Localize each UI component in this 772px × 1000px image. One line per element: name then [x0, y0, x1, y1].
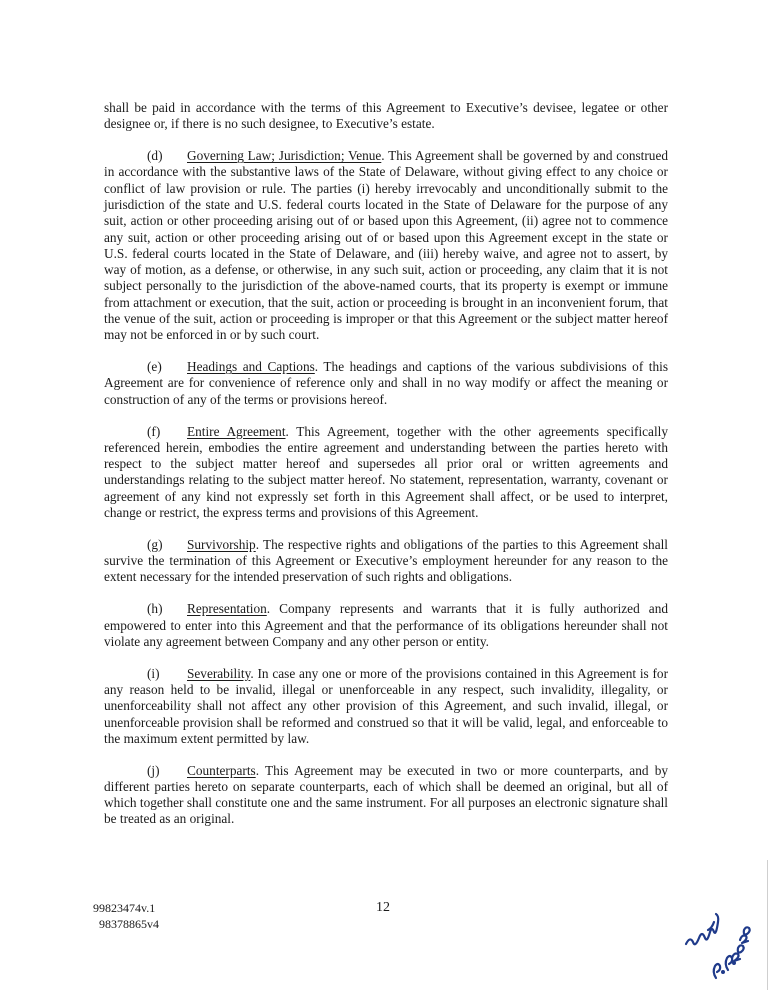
section-counterparts — [104, 763, 668, 828]
section-heading: Representation — [187, 601, 267, 617]
section-heading: Entire Agreement — [187, 423, 286, 439]
section-mark: (f) — [147, 423, 161, 439]
page-edge-divider — [767, 860, 768, 990]
section-governing-law — [104, 148, 668, 344]
section-mark: (h) — [147, 601, 163, 617]
section-text: . This Agreement, together with the other agreements specifically referenced herein, embodies the entire agreement and understanding between the parties hereto with respect to the subject matter hereof and supersedes all prior oral or written agreements and understandings relating to the subject matter hereof. No statement, representation, warranty, covenant or agreement of any kind not expressly set forth in this Agreement shall affect, or be used to interpret, change or restrict, the express terms and provisions of this Agreement. — [104, 423, 668, 521]
section-survivorship — [104, 537, 668, 586]
section-mark: (j) — [147, 762, 160, 778]
page-number: 12 — [376, 900, 390, 915]
section-text: . Company represents and warrants that it is fully authorized and empowered to enter into this Agreement and that the performance of its obligations hereunder shall not violate any agreement between Company and any other person or entity. — [104, 601, 668, 649]
document-ids — [93, 900, 159, 932]
doc-id-secondary: 98378865v4 — [99, 917, 159, 931]
section-text: . This Agreement may be executed in two or more counterparts, and by different parties hereto on separate counterparts, each of which shall be deemed an original, but all of which together shall constitute one and the same instrument. For all purposes an electronic signature shall be treated as an original. — [104, 762, 668, 827]
doc-id-primary: 99823474v.1 — [93, 901, 156, 915]
section-headings-captions — [104, 359, 668, 408]
section-text: . The headings and captions of the various subdivisions of this Agreement are for convenience of reference only and shall in no way modify or affect the meaning or construction of any of the terms or provisions hereof. — [104, 359, 668, 407]
section-heading: Headings and Captions — [187, 359, 315, 375]
section-mark: (e) — [147, 359, 162, 375]
opening-paragraph: shall be paid in accordance with the terms of this Agreement to Executive’s devisee, legatee or other designee or, if there is no such designee, to Executive’s estate. — [104, 100, 668, 132]
agreement-body — [104, 100, 668, 843]
section-representation — [104, 601, 668, 650]
section-mark: (i) — [147, 665, 160, 681]
section-text: . This Agreement shall be governed by and construed in accordance with the substantive laws of the State of Delaware, without giving effect to any choice or conflict of law provision or rule. The parties (i) hereby irrevocably and unconditionally submit to the jurisdiction of the state and U.S. federal courts located in the State of Delaware for the purpose of any suit, action or other proceeding arising out of or based upon this Agreement, (ii) agree not to commence any suit, action or other proceeding arising out of or based upon this Agreement except in the state or U.S. federal courts located in the State of Delaware, and (iii) hereby waive, and agree not to assert, by way of motion, as a defense, or otherwise, in any such suit, action or proceeding, any claim that it is not subject personally to the jurisdiction of the above-named courts, that its property is exempt or immune from attachment or execution, that the suit, action or proceeding is brought in an inconvenient forum, that the venue of the suit, action or proceeding is improper or that this Agreement or the subject matter hereof may not be enforced in or by such court. — [104, 148, 668, 343]
section-heading: Counterparts — [187, 762, 256, 778]
section-severability — [104, 666, 668, 747]
section-heading: Severability — [187, 665, 251, 681]
section-mark: (g) — [147, 536, 163, 552]
section-mark: (d) — [147, 148, 163, 164]
section-entire-agreement — [104, 424, 668, 522]
section-heading: Governing Law; Jurisdiction; Venue — [187, 148, 382, 164]
handwritten-initials-signature — [672, 900, 752, 985]
section-heading: Survivorship — [187, 536, 256, 552]
section-text: . In case any one or more of the provisions contained in this Agreement is for any reason held to be invalid, illegal or unenforceable in any respect, such invalidity, illegality, or unenforceability shall not affect any other provision of this Agreement, and such invalid, illegal, or unenforceable provision shall be reformed and construed so that it will be valid, legal, and enforceable to the maximum extent permitted by law. — [104, 665, 668, 746]
section-text: . The respective rights and obligations of the parties to this Agreement shall survive the termination of this Agreement or Executive’s employment hereunder for any reason to the extent necessary for the intended preservation of such rights and obligations. — [104, 536, 668, 585]
signature-icon — [672, 900, 752, 985]
